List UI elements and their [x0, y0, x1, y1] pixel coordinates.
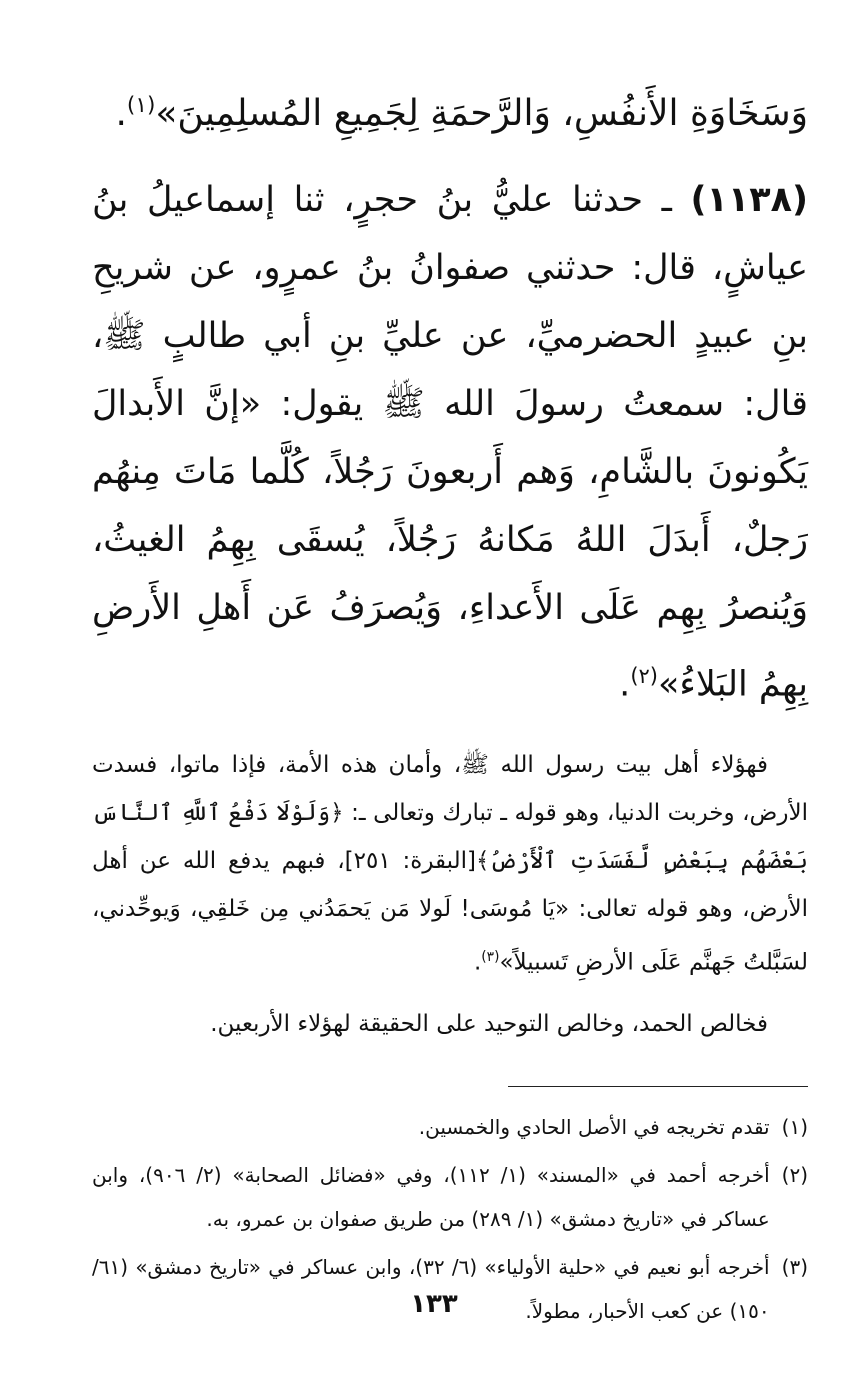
footnote-ref-1: (١)	[126, 93, 156, 118]
footnote-2	[92, 1153, 808, 1241]
footnote-ref-3: (٣)	[481, 948, 500, 965]
hadith-number: (١١٣٨)	[690, 180, 808, 220]
footnote-text: أخرجه أبو نعيم في «حلية الأولياء» (٦/ ٣٢)، وابن عساكر في «تاريخ دمشق» (٦١/ ١٥٠) عن كعب الأحبار، مطولاً.	[92, 1255, 770, 1324]
footnote-number: (٢)	[781, 1163, 808, 1188]
hadith-text: ـ حدثنا عليُّ بنُ حجرٍ، ثنا إسماعيلُ بنُ عياشٍ، قال: حدثني صفوانُ بنُ عمرٍو، عن شريحِ بنِ عبيدٍ الحضرميِّ، عن عليِّ بنِ أبي طالبٍ ﷺ، قال: سمعتُ رسولَ الله ﷺ يقول: «إنَّ الأَبدالَ يَكُونونَ بالشَّامِ، وَهم أَربعونَ رَجُلاً، كُلَّما مَاتَ مِنهُم رَجلٌ، أَبدَلَ اللهُ مَكانهُ رَجُلاً، يُسقَى بِهِمُ الغيثُ، وَيُنصرُ بِهِم عَلَى الأَعداءِ، وَيُصرَفُ عَن أَهلِ الأَرضِ بِهِمُ البَلاءُ»	[92, 180, 808, 705]
page-number: ١٣٣	[410, 1289, 458, 1319]
commentary-paragraph-2: فخالص الحمد، وخالص التوحيد على الحقيقة لهؤلاء الأربعين.	[210, 1011, 768, 1038]
footnote-1	[92, 1105, 808, 1149]
commentary-paragraph-1: فهؤلاء أهل بيت رسول الله ﷺ، وأمان هذه الأمة، فإذا ماتوا، فسدت الأرض، وخربت الدنيا، وهو قوله ـ تبارك وتعالى ـ: ﴿وَلَوْلَا دَفْعُ ٱللَّهِ ٱلنَّاسَ بَعْضَهُم بِبَعْضٍ لَّفَسَدَتِ ٱلْأَرْضُ﴾[البقرة: ٢٥١]، فبهم يدفع الله عن أهل الأرض، وهو قوله تعالى: «يَا مُوسَى! لَولا مَن يَحمَدُني مِن خَلقِي، وَيوحِّدني، لسَبَّلتُ جَهنَّم عَلَى الأرضِ تَسبيلاً»$^{(٣)}$.	[92, 751, 808, 976]
commentary	[92, 741, 808, 1049]
continuation-line: وَسَخَاوَةِ الأَنفُسِ، وَالرَّحمَةِ لِجَمِيعِ المُسلِمِينَ»$^{(١)}$.	[115, 93, 808, 134]
footnote-separator	[508, 1086, 808, 1087]
hadith-paragraph: (١١٣٨) ـ حدثنا عليُّ بنُ حجرٍ، ثنا إسماعيلُ بنُ عياشٍ، قال: حدثني صفوانُ بنُ عمرٍو، عن شريحِ بنِ عبيدٍ الحضرميِّ، عن عليِّ بنِ أبي طالبٍ ﷺ، قال: سمعتُ رسولَ الله ﷺ يقول: «إنَّ الأَبدالَ يَكُونونَ بالشَّامِ، وَهم أَربعونَ رَجُلاً، كُلَّما مَاتَ مِنهُم رَجلٌ، أَبدَلَ اللهُ مَكانهُ رَجُلاً، يُسقَى بِهِمُ الغيثُ، وَيُنصرُ بِهِم عَلَى الأَعداءِ، وَيُصرَفُ عَن أَهلِ الأَرضِ بِهِمُ البَلاءُ»$^{(٢)}$.	[92, 180, 808, 705]
commentary-text-a: فهؤلاء أهل بيت رسول الله ﷺ، وأمان هذه الأمة، فإذا ماتوا، فسدت الأرض، وخربت الدنيا، وهو قوله ـ تبارك وتعالى ـ:	[92, 751, 808, 826]
footnote-text: أخرجه أحمد في «المسند» (١/ ١١٢)، وفي «فضائل الصحابة» (٢/ ٩٠٦)، وابن عساكر في «تاريخ دمشق» (١/ ٢٨٩) من طريق صفوان بن عمرو، به.	[92, 1163, 770, 1232]
quran-verse: ﴿وَلَوْلَا دَفْعُ ٱللَّهِ ٱلنَّاسَ بَعْضَهُم بِبَعْضٍ لَّفَسَدَتِ ٱلْأَرْضُ﴾	[92, 799, 808, 874]
book-page	[92, 72, 808, 1349]
footnote-text: تقدم تخريجه في الأصل الحادي والخمسين.	[418, 1115, 770, 1140]
footnote-number: (٣)	[781, 1255, 808, 1280]
footnote-number: (١)	[781, 1115, 808, 1140]
footnote-ref-2: (٢)	[630, 664, 658, 688]
continuation-text: وَسَخَاوَةِ الأَنفُسِ، وَالرَّحمَةِ لِجَمِيعِ المُسلِمِينَ»	[155, 93, 808, 134]
commentary-text-b: [البقرة: ٢٥١]، فبهم يدفع الله عن أهل الأرض، وهو قوله تعالى: «يَا مُوسَى! لَولا مَن يَحمَدُني مِن خَلقِي، وَيوحِّدني، لسَبَّلتُ جَهنَّم عَلَى الأرضِ تَسبيلاً»	[92, 847, 808, 976]
